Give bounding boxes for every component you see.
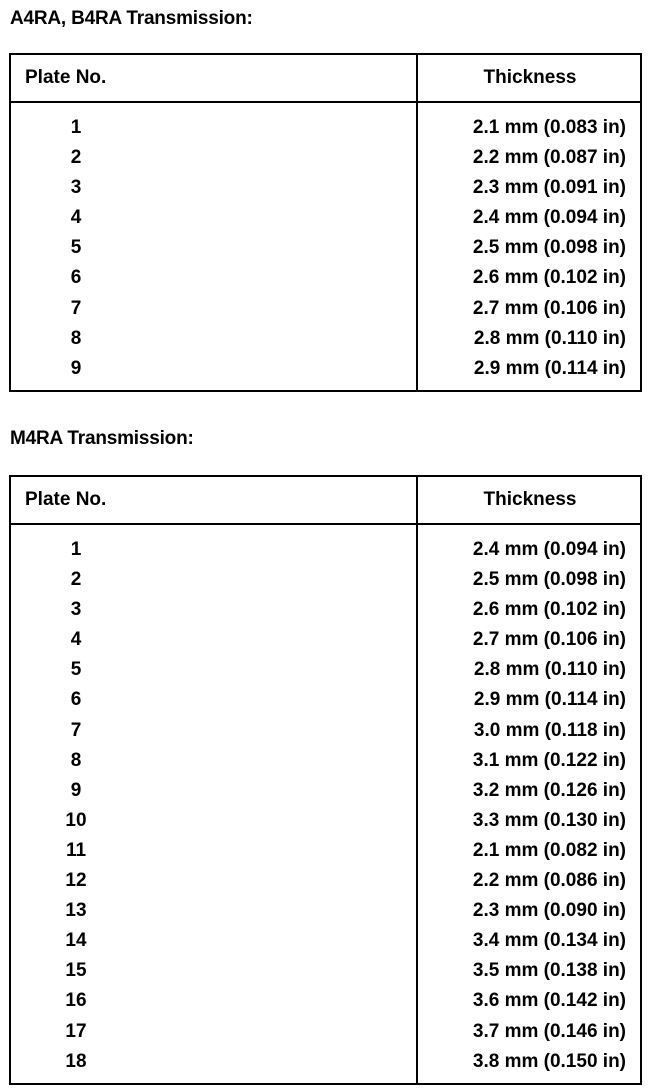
plate-number: 16: [65, 990, 87, 1012]
plate-number: 2: [70, 147, 82, 169]
table-row: [11, 806, 640, 836]
plate-number: 17: [65, 1020, 87, 1042]
thickness-value: 2.1 mm (0.083 in): [472, 117, 626, 138]
table-body: [11, 525, 640, 1083]
table-row: [11, 836, 640, 866]
thickness-value: 3.8 mm (0.150 in): [472, 1050, 626, 1072]
plate-number: 3: [70, 177, 82, 199]
thickness-value: 2.7 mm (0.106 in): [472, 629, 626, 651]
plate-number: 1: [70, 117, 82, 138]
table-row: [11, 354, 640, 384]
table-row: [11, 716, 640, 746]
plate-number: 2: [70, 569, 82, 591]
thickness-value: 3.7 mm (0.146 in): [472, 1020, 626, 1042]
thickness-value: 2.5 mm (0.098 in): [472, 237, 626, 259]
thickness-table: [9, 53, 642, 392]
plate-number: 4: [70, 629, 82, 651]
plate-number: 6: [70, 689, 82, 711]
plate-number: 7: [70, 297, 82, 319]
table-header: [11, 477, 640, 525]
plate-number: 11: [65, 839, 87, 861]
thickness-value: 2.1 mm (0.082 in): [472, 839, 626, 861]
header-plate-no: Plate No.: [25, 67, 107, 88]
plate-number: 15: [65, 960, 87, 982]
table-row: [11, 565, 640, 595]
plate-number: 9: [70, 357, 82, 379]
thickness-value: 2.8 mm (0.110 in): [473, 327, 626, 349]
thickness-value: 2.7 mm (0.106 in): [472, 297, 626, 319]
header-thickness: Thickness: [483, 67, 577, 88]
plate-number: 8: [70, 327, 82, 349]
plate-number: 12: [65, 870, 87, 892]
table-row: [11, 896, 640, 926]
table-row: [11, 1017, 640, 1047]
section-title: M4RA Transmission:: [10, 428, 194, 449]
table-row: [11, 655, 640, 685]
plate-number: 9: [70, 779, 82, 801]
plate-number: 5: [70, 659, 82, 681]
thickness-value: 3.6 mm (0.142 in): [472, 990, 626, 1012]
table-row: [11, 746, 640, 776]
plate-number: 7: [70, 719, 82, 741]
thickness-value: 3.0 mm (0.118 in): [473, 719, 626, 741]
table-row: [11, 324, 640, 354]
table-body: [11, 103, 640, 390]
thickness-value: 2.3 mm (0.090 in): [472, 900, 626, 922]
table-row: [11, 595, 640, 625]
thickness-value: 2.4 mm (0.094 in): [472, 539, 626, 560]
plate-number: 13: [65, 900, 87, 922]
table-row: [11, 294, 640, 324]
thickness-value: 3.4 mm (0.134 in): [472, 930, 626, 952]
table-row: [11, 776, 640, 806]
thickness-value: 2.8 mm (0.110 in): [473, 659, 626, 681]
table-row: [11, 986, 640, 1016]
thickness-value: 2.6 mm (0.102 in): [472, 267, 626, 289]
plate-number: 8: [70, 749, 82, 771]
section-title: A4RA, B4RA Transmission:: [10, 8, 253, 29]
table-row: [11, 685, 640, 715]
thickness-value: 2.5 mm (0.098 in): [472, 569, 626, 591]
plate-number: 3: [70, 599, 82, 621]
table-header: [11, 55, 640, 103]
thickness-value: 2.2 mm (0.087 in): [472, 147, 626, 169]
plate-number: 6: [70, 267, 82, 289]
thickness-value: 2.9 mm (0.114 in): [473, 689, 626, 711]
table-row: [11, 535, 640, 565]
header-plate-no: Plate No.: [25, 489, 107, 510]
thickness-value: 3.5 mm (0.138 in): [472, 960, 626, 982]
plate-number: 4: [70, 207, 82, 229]
plate-number: 14: [65, 930, 87, 952]
table-row: [11, 926, 640, 956]
plate-number: 5: [70, 237, 82, 259]
table-row: [11, 1047, 640, 1077]
thickness-value: 2.2 mm (0.086 in): [472, 870, 626, 892]
table-row: [11, 233, 640, 263]
table-row: [11, 956, 640, 986]
table-row: [11, 866, 640, 896]
thickness-value: 2.9 mm (0.114 in): [473, 357, 626, 379]
table-row: [11, 173, 640, 203]
thickness-value: 2.3 mm (0.091 in): [472, 177, 626, 199]
thickness-value: 2.6 mm (0.102 in): [472, 599, 626, 621]
plate-number: 10: [65, 809, 87, 831]
thickness-value: 3.3 mm (0.130 in): [472, 809, 626, 831]
thickness-value: 3.2 mm (0.126 in): [472, 779, 626, 801]
table-row: [11, 203, 640, 233]
table-row: [11, 263, 640, 293]
header-thickness: Thickness: [483, 489, 577, 510]
thickness-table: [9, 475, 642, 1085]
table-row: [11, 113, 640, 143]
table-row: [11, 625, 640, 655]
thickness-value: 3.1 mm (0.122 in): [472, 749, 626, 771]
table-row: [11, 143, 640, 173]
plate-number: 1: [70, 539, 82, 560]
plate-number: 18: [65, 1050, 87, 1072]
thickness-value: 2.4 mm (0.094 in): [472, 207, 626, 229]
